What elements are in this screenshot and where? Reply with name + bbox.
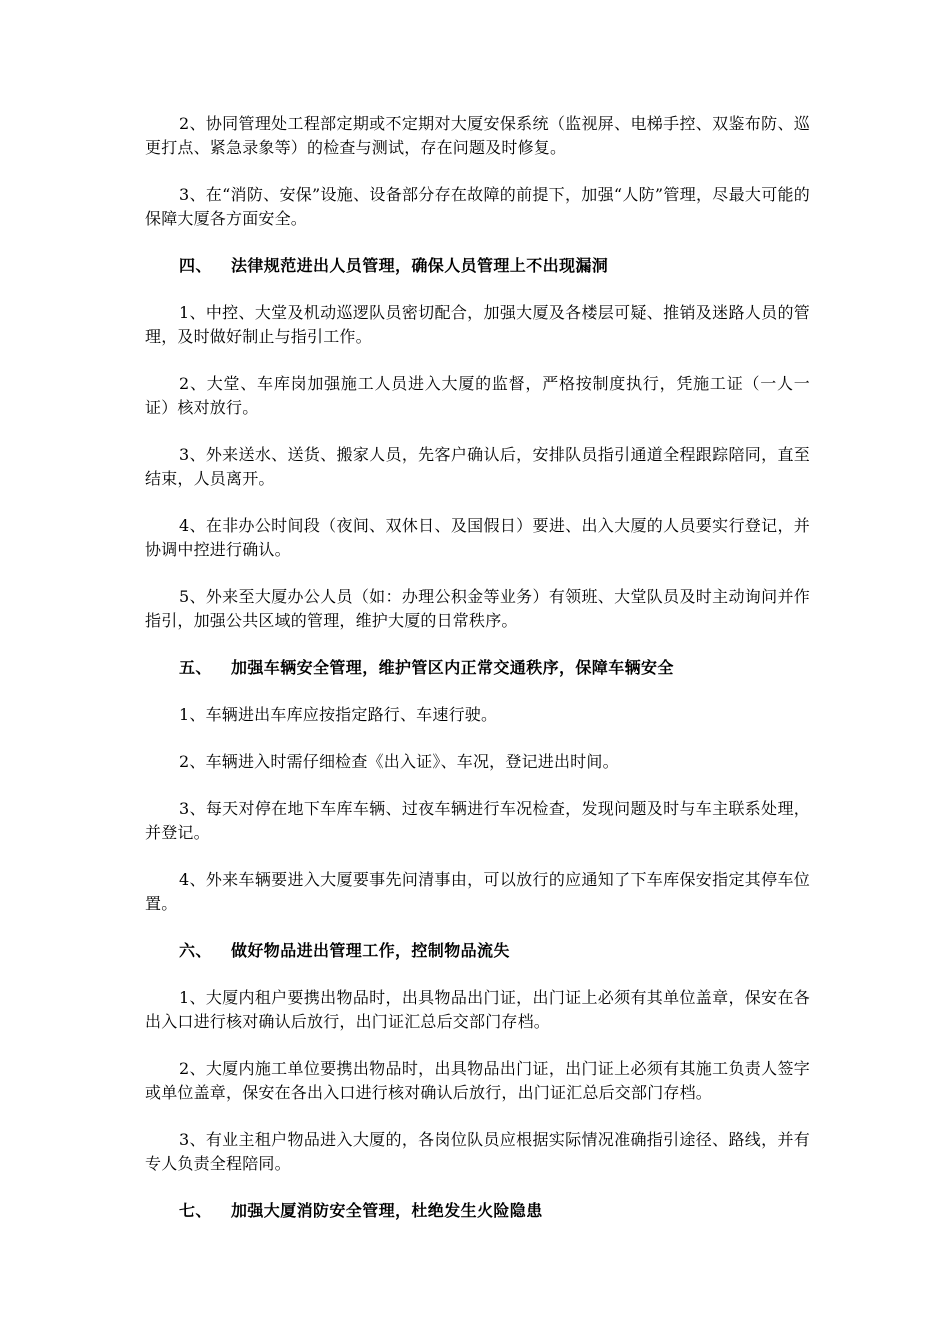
section-heading <box>145 939 810 963</box>
section-heading <box>145 656 810 680</box>
paragraph: 2、协同管理处工程部定期或不定期对大厦安保系统（监视屏、电梯手控、双鉴布防、巡更打点、紧急录象等）的检查与测试，存在问题及时修复。 <box>145 114 810 157</box>
paragraph: 4、在非办公时间段（夜间、双休日、及国假日）要进、出入大厦的人员要实行登记，并协调中控进行确认。 <box>145 516 810 559</box>
paragraph: 1、车辆进出车库应按指定路行、车速行驶。 <box>179 705 498 724</box>
paragraph: 3、在“消防、安保”设施、设备部分存在故障的前提下，加强“人防”管理，尽最大可能的保障大厦各方面安全。 <box>145 185 810 228</box>
section-number: 六、 <box>179 941 212 960</box>
section-title: 法律规范进出人员管理，确保人员管理上不出现漏洞 <box>231 256 609 275</box>
paragraph: 3、有业主租户物品进入大厦的，各岗位队员应根据实际情况准确指引途径、路线，并有专人负责全程陪同。 <box>145 1130 810 1173</box>
section-number: 四、 <box>179 256 212 275</box>
section-number: 七、 <box>179 1201 212 1220</box>
section-heading <box>145 254 810 278</box>
document-page <box>145 112 810 1246</box>
paragraph: 3、外来送水、送货、搬家人员，先客户确认后，安排队员指引通道全程跟踪陪同，直至结束，人员离开。 <box>145 445 810 488</box>
paragraph: 4、外来车辆要进入大厦要事先问清事由，可以放行的应通知了下车库保安指定其停车位置。 <box>145 870 810 913</box>
paragraph: 2、大厦内施工单位要携出物品时，出具物品出门证，出门证上必须有其施工负责人签字或单位盖章，保安在各出入口进行核对确认后放行，出门证汇总后交部门存档。 <box>145 1059 810 1102</box>
paragraph: 2、车辆进入时需仔细检查《出入证》、车况，登记进出时间。 <box>179 752 619 771</box>
paragraph: 3、每天对停在地下车库车辆、过夜车辆进行车况检查，发现问题及时与车主联系处理，并登记。 <box>145 799 810 842</box>
paragraph: 1、中控、大堂及机动巡逻队员密切配合，加强大厦及各楼层可疑、推销及迷路人员的管理，及时做好制止与指引工作。 <box>145 303 810 346</box>
paragraph: 2、大堂、车库岗加强施工人员进入大厦的监督，严格按制度执行，凭施工证（一人一证）核对放行。 <box>145 374 810 417</box>
section-title: 做好物品进出管理工作，控制物品流失 <box>231 941 510 960</box>
section-number: 五、 <box>179 658 212 677</box>
paragraph: 5、外来至大厦办公人员（如：办理公积金等业务）有领班、大堂队员及时主动询问并作指引，加强公共区域的管理，维护大厦的日常秩序。 <box>145 587 810 630</box>
section-title: 加强车辆安全管理，维护管区内正常交通秩序，保障车辆安全 <box>231 658 674 677</box>
section-title: 加强大厦消防安全管理，杜绝发生火险隐患 <box>231 1201 543 1220</box>
paragraph: 1、大厦内租户要携出物品时，出具物品出门证，出门证上必须有其单位盖章，保安在各出入口进行核对确认后放行，出门证汇总后交部门存档。 <box>145 988 810 1031</box>
section-heading <box>145 1199 810 1223</box>
